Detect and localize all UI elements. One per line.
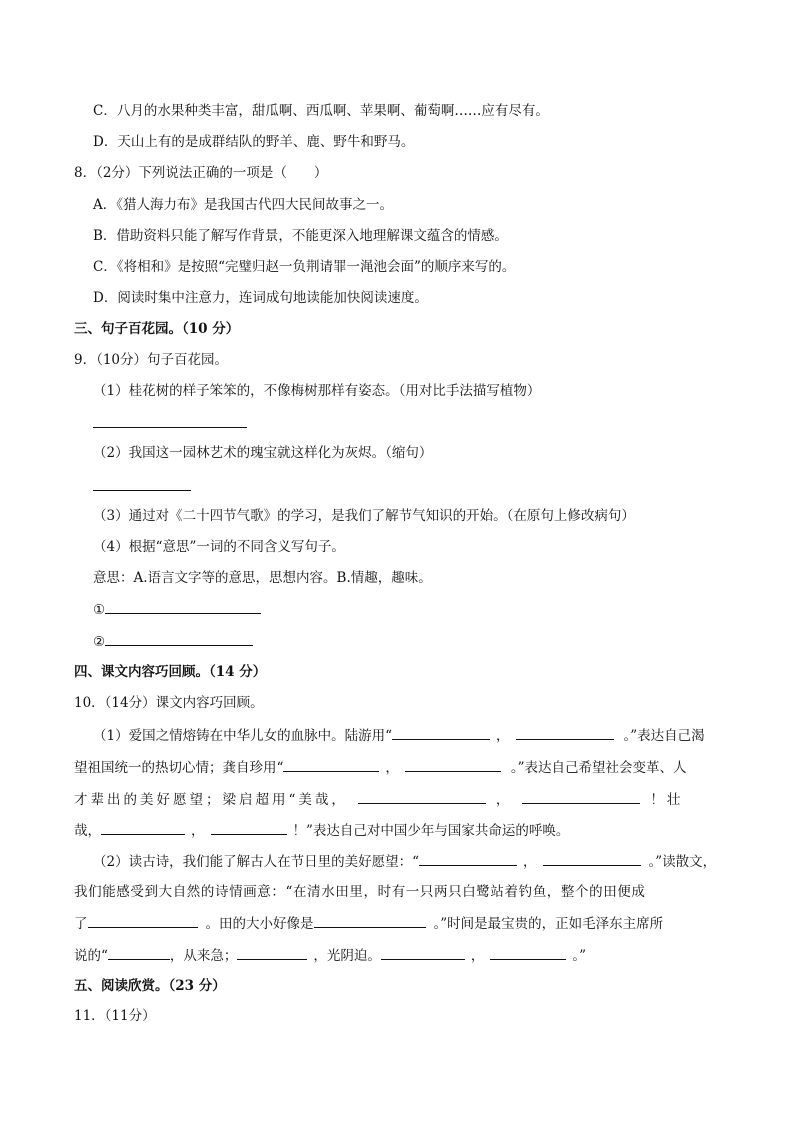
q10-line-2 <box>74 757 687 778</box>
q8-option-b: B．借助资料只能了解写作背景，不能更深入地理解课文蕴含的情感。 <box>93 228 508 244</box>
sentence-2-blank[interactable] <box>105 631 253 646</box>
section-3-title: 三、句子百花园。（10 分） <box>74 321 240 337</box>
q10-blank-13[interactable] <box>108 945 170 960</box>
q10-blank-14[interactable] <box>237 945 307 960</box>
q10-blank-12[interactable] <box>314 913 426 928</box>
q9-sentence-1 <box>93 599 261 620</box>
q10-text: 。”读散文， <box>648 854 717 870</box>
q10-text: ，从来急； <box>169 948 238 964</box>
q10-text: 。”表达自己渴 <box>623 728 705 744</box>
comma: ， <box>523 854 537 870</box>
q10-blank-4[interactable] <box>405 757 501 772</box>
section-4-title: 四、课文内容巧回顾。（14 分） <box>74 664 267 680</box>
q10-blank-6[interactable] <box>522 789 640 804</box>
q7-option-c: C．八月的水果种类丰富，甜瓜啊、西瓜啊、苹果啊、葡萄啊……应有尽有。 <box>93 103 549 119</box>
q10-text: 才辈出的美好愿望；梁启超用“美哉， <box>74 792 348 808</box>
comma: ， <box>385 760 399 776</box>
q10-blank-8[interactable] <box>211 820 287 835</box>
q10-blank-2[interactable] <box>516 725 614 740</box>
q10-line-8 <box>74 945 586 966</box>
q10-text: 说的“ <box>74 948 108 964</box>
q10-text: ，光阴迫。 <box>313 948 381 964</box>
sentence-1-blank[interactable] <box>105 599 261 614</box>
q9-part4: （4）根据“意思”一词的不同含义写句子。 <box>93 539 345 555</box>
comma: ， <box>191 823 205 839</box>
comma: ， <box>495 792 513 808</box>
q8-option-d: D．阅读时集中注意力，连词成句地读能加快阅读速度。 <box>93 290 428 306</box>
q10-text: 望祖国统一的热切心情；龚自珍用“ <box>74 760 284 776</box>
q8-stem: 8．（2分）下列说法正确的一项是（ ） <box>74 165 328 181</box>
q10-blank-7[interactable] <box>101 820 185 835</box>
q9-stem: 9．（10分）句子百花园。 <box>74 352 229 368</box>
circled-number-1: ① <box>93 602 106 618</box>
q10-blank-11[interactable] <box>88 913 198 928</box>
comma: ， <box>470 948 485 964</box>
q10-blank-10[interactable] <box>543 851 641 866</box>
q10-line-7 <box>74 913 663 934</box>
q10-text: （2）读古诗，我们能了解古人在节日里的美好愿望：“ <box>93 854 419 870</box>
q10-blank-5[interactable] <box>358 789 486 804</box>
q10-text: ！壮 <box>650 792 684 808</box>
q10-stem: 10．（14分）课文内容巧回顾。 <box>74 695 264 711</box>
q10-text: 。”表达自己希望社会变革、人 <box>510 760 687 776</box>
q10-text: 。” <box>572 948 587 964</box>
q9-sentence-2 <box>93 631 253 652</box>
circled-number-2: ② <box>93 634 106 650</box>
q9-part2: （2）我国这一园林艺术的瑰宝就这样化为灰烬。（缩句） <box>93 445 433 461</box>
q10-line-4 <box>74 820 569 841</box>
q9-part1: （1）桂花树的样子笨笨的，不像梅树那样有姿态。（用对比手法描写植物） <box>93 383 541 399</box>
q9-part3: （3）通过对《二十四节气歌》的学习，是我们了解节气知识的开始。（在原句上修改病句） <box>93 508 635 524</box>
q10-blank-9[interactable] <box>419 851 517 866</box>
q10-blank-15[interactable] <box>381 945 465 960</box>
q10-text: （1）爱国之情熔铸在中华儿女的血脉中。陆游用“ <box>93 728 392 744</box>
comma: ， <box>496 728 510 744</box>
q10-line-5 <box>93 851 716 872</box>
q10-blank-3[interactable] <box>283 757 379 772</box>
q10-text: 。”时间是最宝贵的，正如毛泽东主席所 <box>433 916 664 932</box>
q11-stem: 11．（11分） <box>74 1008 156 1024</box>
section-5-title: 五、阅读欣赏。（23 分） <box>74 978 226 994</box>
q9-meaning: 意思：A.语言文字等的意思，思想内容。B.情趣，趣味。 <box>93 570 432 586</box>
q8-option-c: C．《将相和》是按照“完璧归赵一负荆请罪一渑池会面”的顺序来写的。 <box>93 259 516 275</box>
q10-line-1 <box>93 725 705 746</box>
q10-line-6: 我们能感受到大自然的诗情画意：“在清水田里，时有一只两只白鹭站着钓鱼，整个的田便成 <box>74 884 646 900</box>
q9-part1-answer-line[interactable] <box>93 427 247 428</box>
q10-blank-16[interactable] <box>490 945 566 960</box>
q9-part2-answer-line[interactable] <box>93 490 191 491</box>
q8-option-a: A．《猎人海力布》是我国古代四大民间故事之一。 <box>93 197 393 213</box>
q10-text: 哉， <box>74 823 101 839</box>
q10-blank-1[interactable] <box>392 725 490 740</box>
q10-text: 了 <box>74 916 88 932</box>
q10-line-3 <box>74 789 683 810</box>
q10-text: ！”表达自己对中国少年与国家共命运的呼唤。 <box>292 823 570 839</box>
q7-option-d: D．天山上有的是成群结队的野羊、鹿、野牛和野马。 <box>93 134 415 150</box>
q10-text: 。田的大小好像是 <box>205 916 314 932</box>
